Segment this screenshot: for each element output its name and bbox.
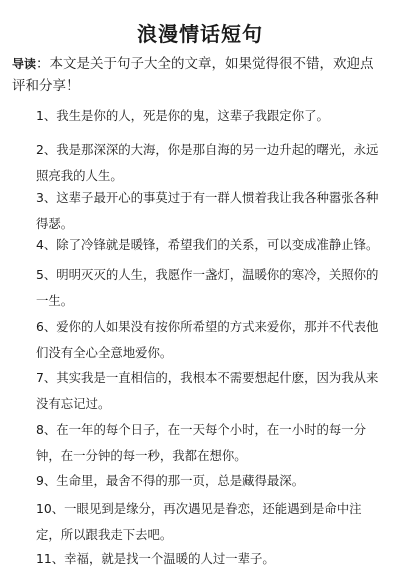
list-item: 7、其实我是一直相信的，我根本不需要想起什麽，因为我从来没有忘记过。 [36, 370, 379, 411]
list-item: 3、这辈子最开心的事莫过于有一群人惯着我让我各种嚣张各种得瑟。 [36, 190, 379, 231]
intro-paragraph [12, 53, 384, 97]
list-item: 9、生命里，最舍不得的那一页，总是藏得最深。 [36, 473, 305, 488]
list-item: 10、一眼见到是缘分，再次遇见是眷恋，还能遇到是命中注定，所以跟我走下去吧。 [36, 501, 362, 542]
list-item: 2、我是那深深的大海，你是那自海的另一边升起的曙光，永远照亮我的人生。 [36, 142, 379, 183]
page-title: 浪漫情话短句 [137, 22, 263, 46]
list-item: 5、明明灭灭的人生，我愿作一盏灯，温暖你的寒冷，关照你的一生。 [36, 267, 379, 308]
list-item: 11、幸福，就是找一个温暖的人过一辈子。 [36, 551, 275, 566]
list-item: 8、在一年的每个日子，在一天每个小时，在一小时的每一分钟，在一分钟的每一秒，我都在想你。 [36, 422, 367, 463]
list-item: 6、爱你的人如果没有按你所希望的方式来爱你，那并不代表他们没有全心全意地爱你。 [36, 319, 379, 360]
list-item: 1、我生是你的人，死是你的鬼，这辈子我跟定你了。 [36, 108, 329, 123]
intro-lead: 导读 [12, 57, 37, 71]
intro-text: 本文是关于句子大全的文章，如果觉得很不错，欢迎点评和分享！ [12, 56, 374, 94]
intro-colon: ： [36, 56, 50, 72]
list-item: 4、除了冷锋就是暖锋，希望我们的关系，可以变成准静止锋。 [36, 237, 379, 252]
